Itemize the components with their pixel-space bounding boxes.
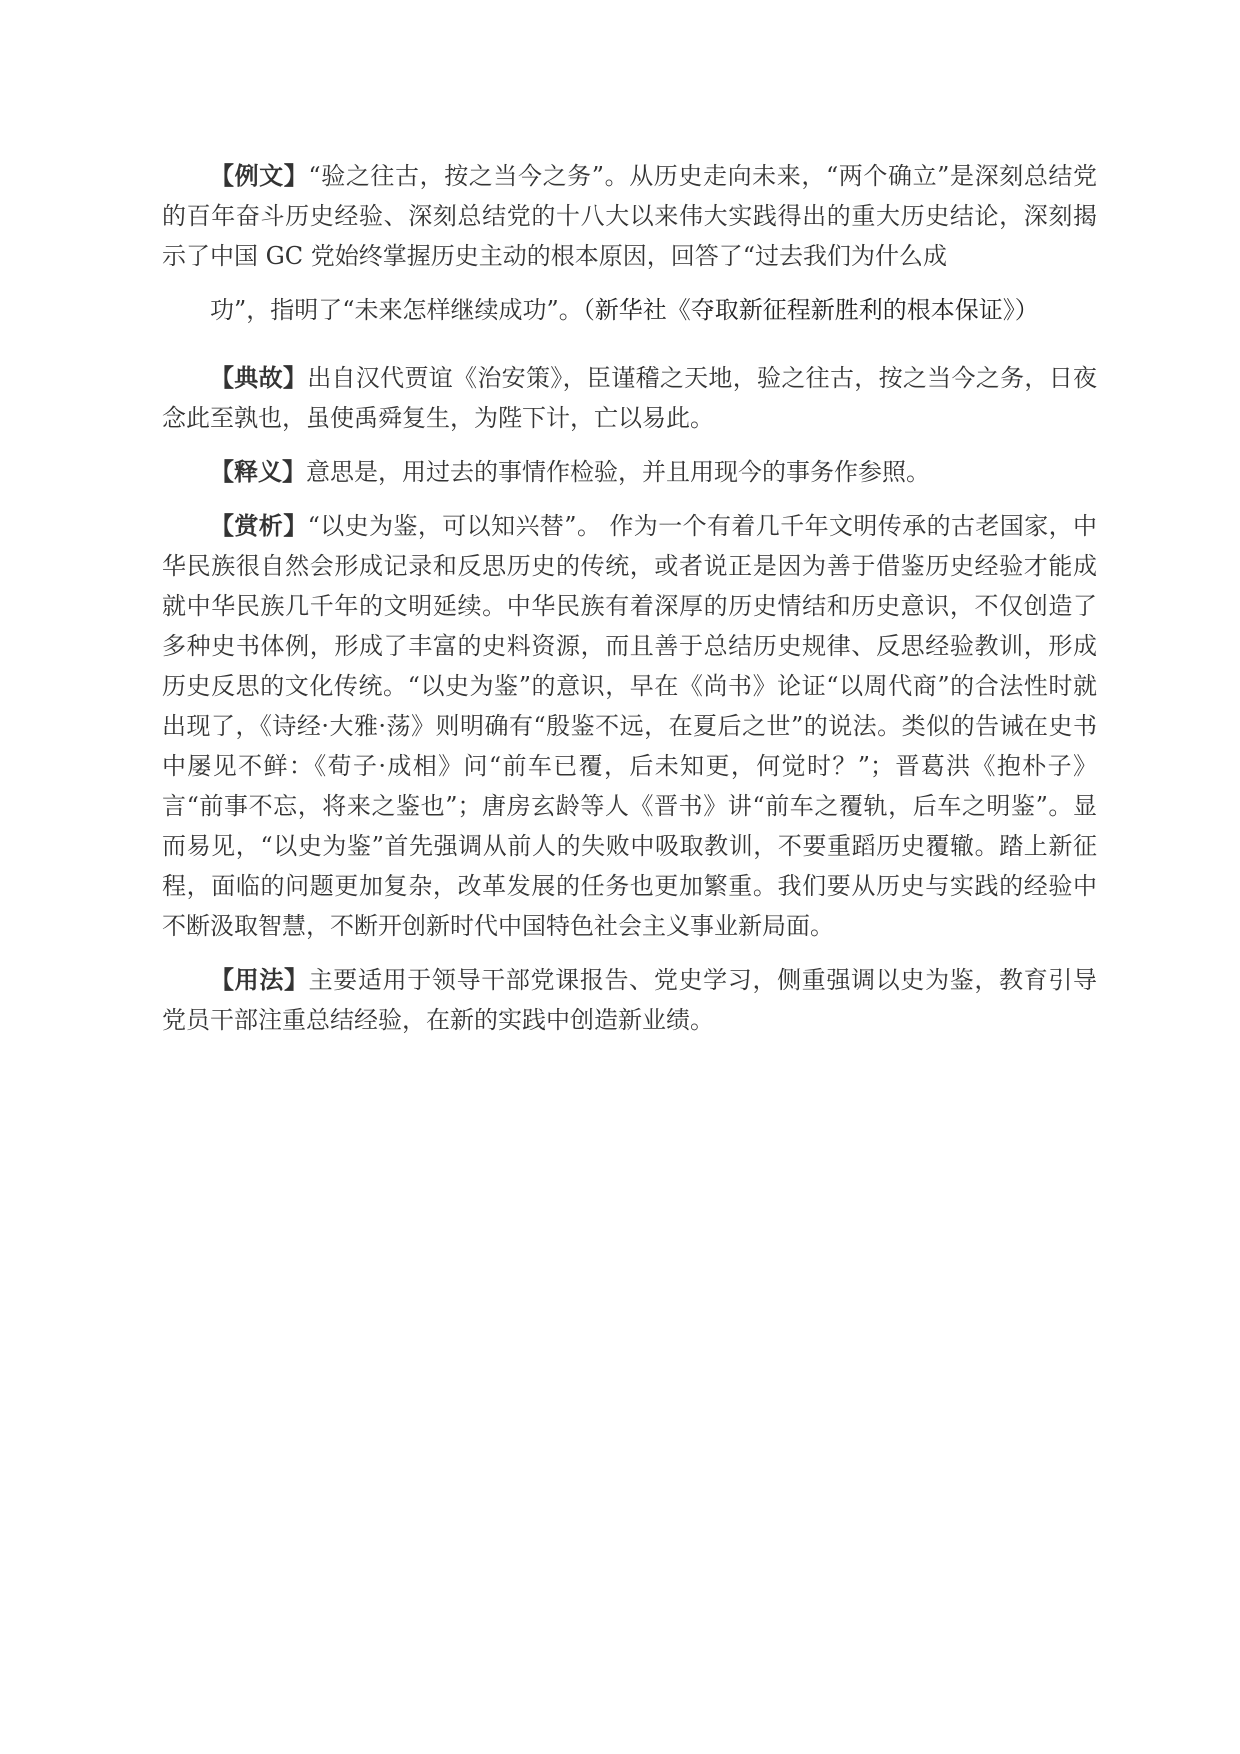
example-text-end: 功”，指明了“未来怎样继续成功”。: [210, 296, 583, 324]
appreciation-tag: 【赏析】: [210, 512, 308, 540]
meaning-text: 意思是，用过去的事情作检验，并且用现今的事务作参照。: [306, 458, 930, 486]
paragraph-appreciation: [162, 506, 1097, 946]
example-tag: 【例文】: [210, 162, 309, 190]
usage-tag: 【用法】: [210, 966, 309, 994]
paragraph-allusion: [162, 358, 1097, 438]
usage-text: 主要适用于领导干部党课报告、党史学习，侧重强调以史为鉴，教育引导党员干部注重总结经验，在新的实践中创造新业绩。: [162, 966, 1098, 1034]
example-text: “验之往古，按之当今之务”。从历史走向未来，“两个确立”是深刻总结党的百年奋斗历史经验、深刻总结党的十八大以来伟大实践得出的重大历史结论，深刻揭示了中国 GC 党始终掌握历史主动的根本原因，回答了“过去我们为什么成: [162, 162, 1098, 270]
allusion-tag: 【典故】: [210, 364, 308, 392]
paragraph-example: [162, 156, 1097, 330]
example-source: （新华社《夺取新征程新胜利的根本保证》）: [582, 296, 1039, 324]
document-body: [162, 156, 1097, 1040]
appreciation-text: “以史为鉴，可以知兴替”。 作为一个有着几千年文明传承的古老国家，中华民族很自然会形成记录和反思历史的传统，或者说正是因为善于借鉴历史经验才能成就中华民族几千年的文明延续。中华民族有着深厚的历史情结和历史意识，不仅创造了多种史书体例，形成了丰富的史料资源，而且善于总结历史规律、反思经验教训，形成历史反思的文化传统。“以史为鉴”的意识，早在《尚书》论证“以周代商”的合法性时就出现了，《诗经·大雅·荡》则明确有“殷鉴不远，在夏后之世”的说法。类似的告诫在史书中屡见不鲜：《荀子·成相》问“前车已覆，后未知更，何觉时？”；晋葛洪《抱朴子》言“前事不忘，将来之鉴也”；唐房玄龄等人《晋书》讲“前车之覆轨，后车之明鉴”。显而易见，“以史为鉴”首先强调从前人的失败中吸取教训，不要重蹈历史覆辙。踏上新征程，面临的问题更加复杂，改革发展的任务也更加繁重。我们要从历史与实践的经验中不断汲取智慧，不断开创新时代中国特色社会主义事业新局面。: [162, 512, 1098, 940]
meaning-tag: 【释义】: [210, 458, 306, 486]
paragraph-meaning: [162, 452, 1097, 492]
allusion-text: 出自汉代贾谊《治安策》，臣谨稽之天地，验之往古，按之当今之务，日夜念此至孰也，虽使禹舜复生，为陛下计，亡以易此。: [162, 364, 1098, 432]
paragraph-usage: [162, 960, 1097, 1040]
example-last-line: [162, 290, 1039, 330]
